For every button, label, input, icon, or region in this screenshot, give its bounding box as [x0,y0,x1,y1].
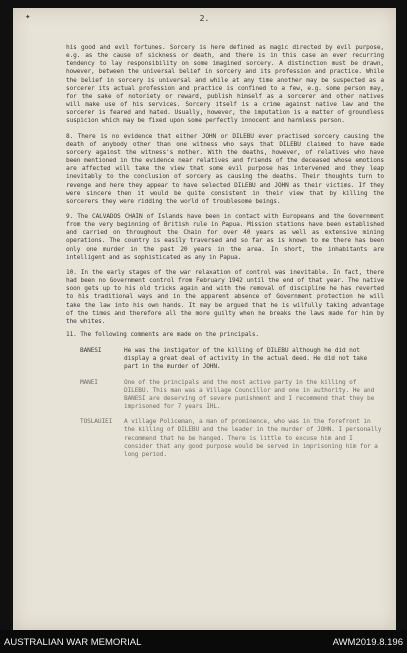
comment-name: BANESI [80,347,102,355]
document-page [13,8,396,630]
paragraph-9: 9. The CALVADOS CHAIN of Islands have been in contact with Europeans and the Government from the very beginning of British rule in Papua. Mission stations have been established and carried on throughout the Chain for over 40 years as well as extensive mining operations. The country is easily traversed and so far as is known to me there has been only one murder in the past 20 years in the area. In short, the inhabitants are intelligent and as sophisticated as any in Papua. [66,212,384,261]
comment-text: A village Policeman, a man of prominence, who was in the forefront in the killing of DILEBU and the leader in the murder of JOHN. I personally recommend that he be hanged. There is little to excuse him and I consider that any good purpose would be served in imprisoning him for a long period. [124,418,382,458]
archive-footer [0,630,407,653]
comments-section [66,331,384,459]
comment-text: One of the principals and the most active party in the killing of DILEBU. This man was a Village Councillor and one in authority. He and BANESI are deserving of severe punishment and I recommend that they be imprisoned for 7 years IHL. [124,378,375,411]
paragraph-sorcery-definition: his good and evil fortunes. Sorcery is here defined as magic directed by evil purpose, e.g. as the cause of sickness or death, and there is in this case an ever recurring tendency to lay responsibility on some imagined sorcery. A distinction must be drawn, however, between the universal belief in sorcery and its profession and practice. While the belief in sorcery is universal and while at any time another may be suspected as a sorcerer its actual profession and practice is confined to a few, e.g. some person may, for the sake of notoriety or reward, publish himself as a sorcerer and other natives will make use of his services. Sorcery itself is a crime against native law and the sorcerer is feared and hated. Usually, however, the imputation is a matter of groundless suspicion which may be fixed upon some perfectly innocent and harmless person. [66,44,384,125]
comment-text: He was the instigator of the killing of DILEBU although he did not display a great deal of activity in the actual deed. He did not take part in the murder of JOHN. [124,347,368,371]
paragraph-8: 8. There is no evidence that either JOHN or DILEBU ever practised sorcery causing the death of anybody other than one witness who says that DILEBU claimed to have made sorcery against the witness's mother. With the deaths, however, of relatives who have been mentioned in the evidence near relatives and friends of the deceased whose emotions are affected will take the view that some evil purpose has intervened and they leap inevitably to the conclusion of sorcery as causing the deaths. Their thoughts turn to revenge and here they appear to have selected DILEBU and JOHN as their victims. If they were sincere then it would be quite consistent in their view that by killing the sorcerers they were ridding the world of troublesome beings. [66,132,384,205]
comment-banesi [66,347,384,371]
page-number: 2. [199,14,210,23]
archive-reference: AWM2019.8.196 [332,637,403,648]
comment-name: TOSLAUIEI [80,418,113,426]
document-body [66,44,384,466]
institution-name: AUSTRALIAN WAR MEMORIAL [4,637,142,648]
comments-intro: 11. The following comments are made on the principals. [66,331,259,338]
comment-toslauiei [66,418,384,459]
comment-name: MANEI [80,378,98,386]
corner-mark: ✦ [25,12,31,22]
paragraph-10: 10. In the early stages of the war relaxation of control was inevitable. In fact, there had been no Government control from February 1942 until the end of that year. The native soon gets up to his old tricks again and with the removal of discipline he has reverted to his traditional ways and in the apparent absence of Government protection he will take the law into his own hands. It may be argued that he is wilfully taking advantage of the times and therefore all the more guilty when he breaks the laws made for him by the whites. [66,268,384,325]
comment-manei [66,379,384,412]
